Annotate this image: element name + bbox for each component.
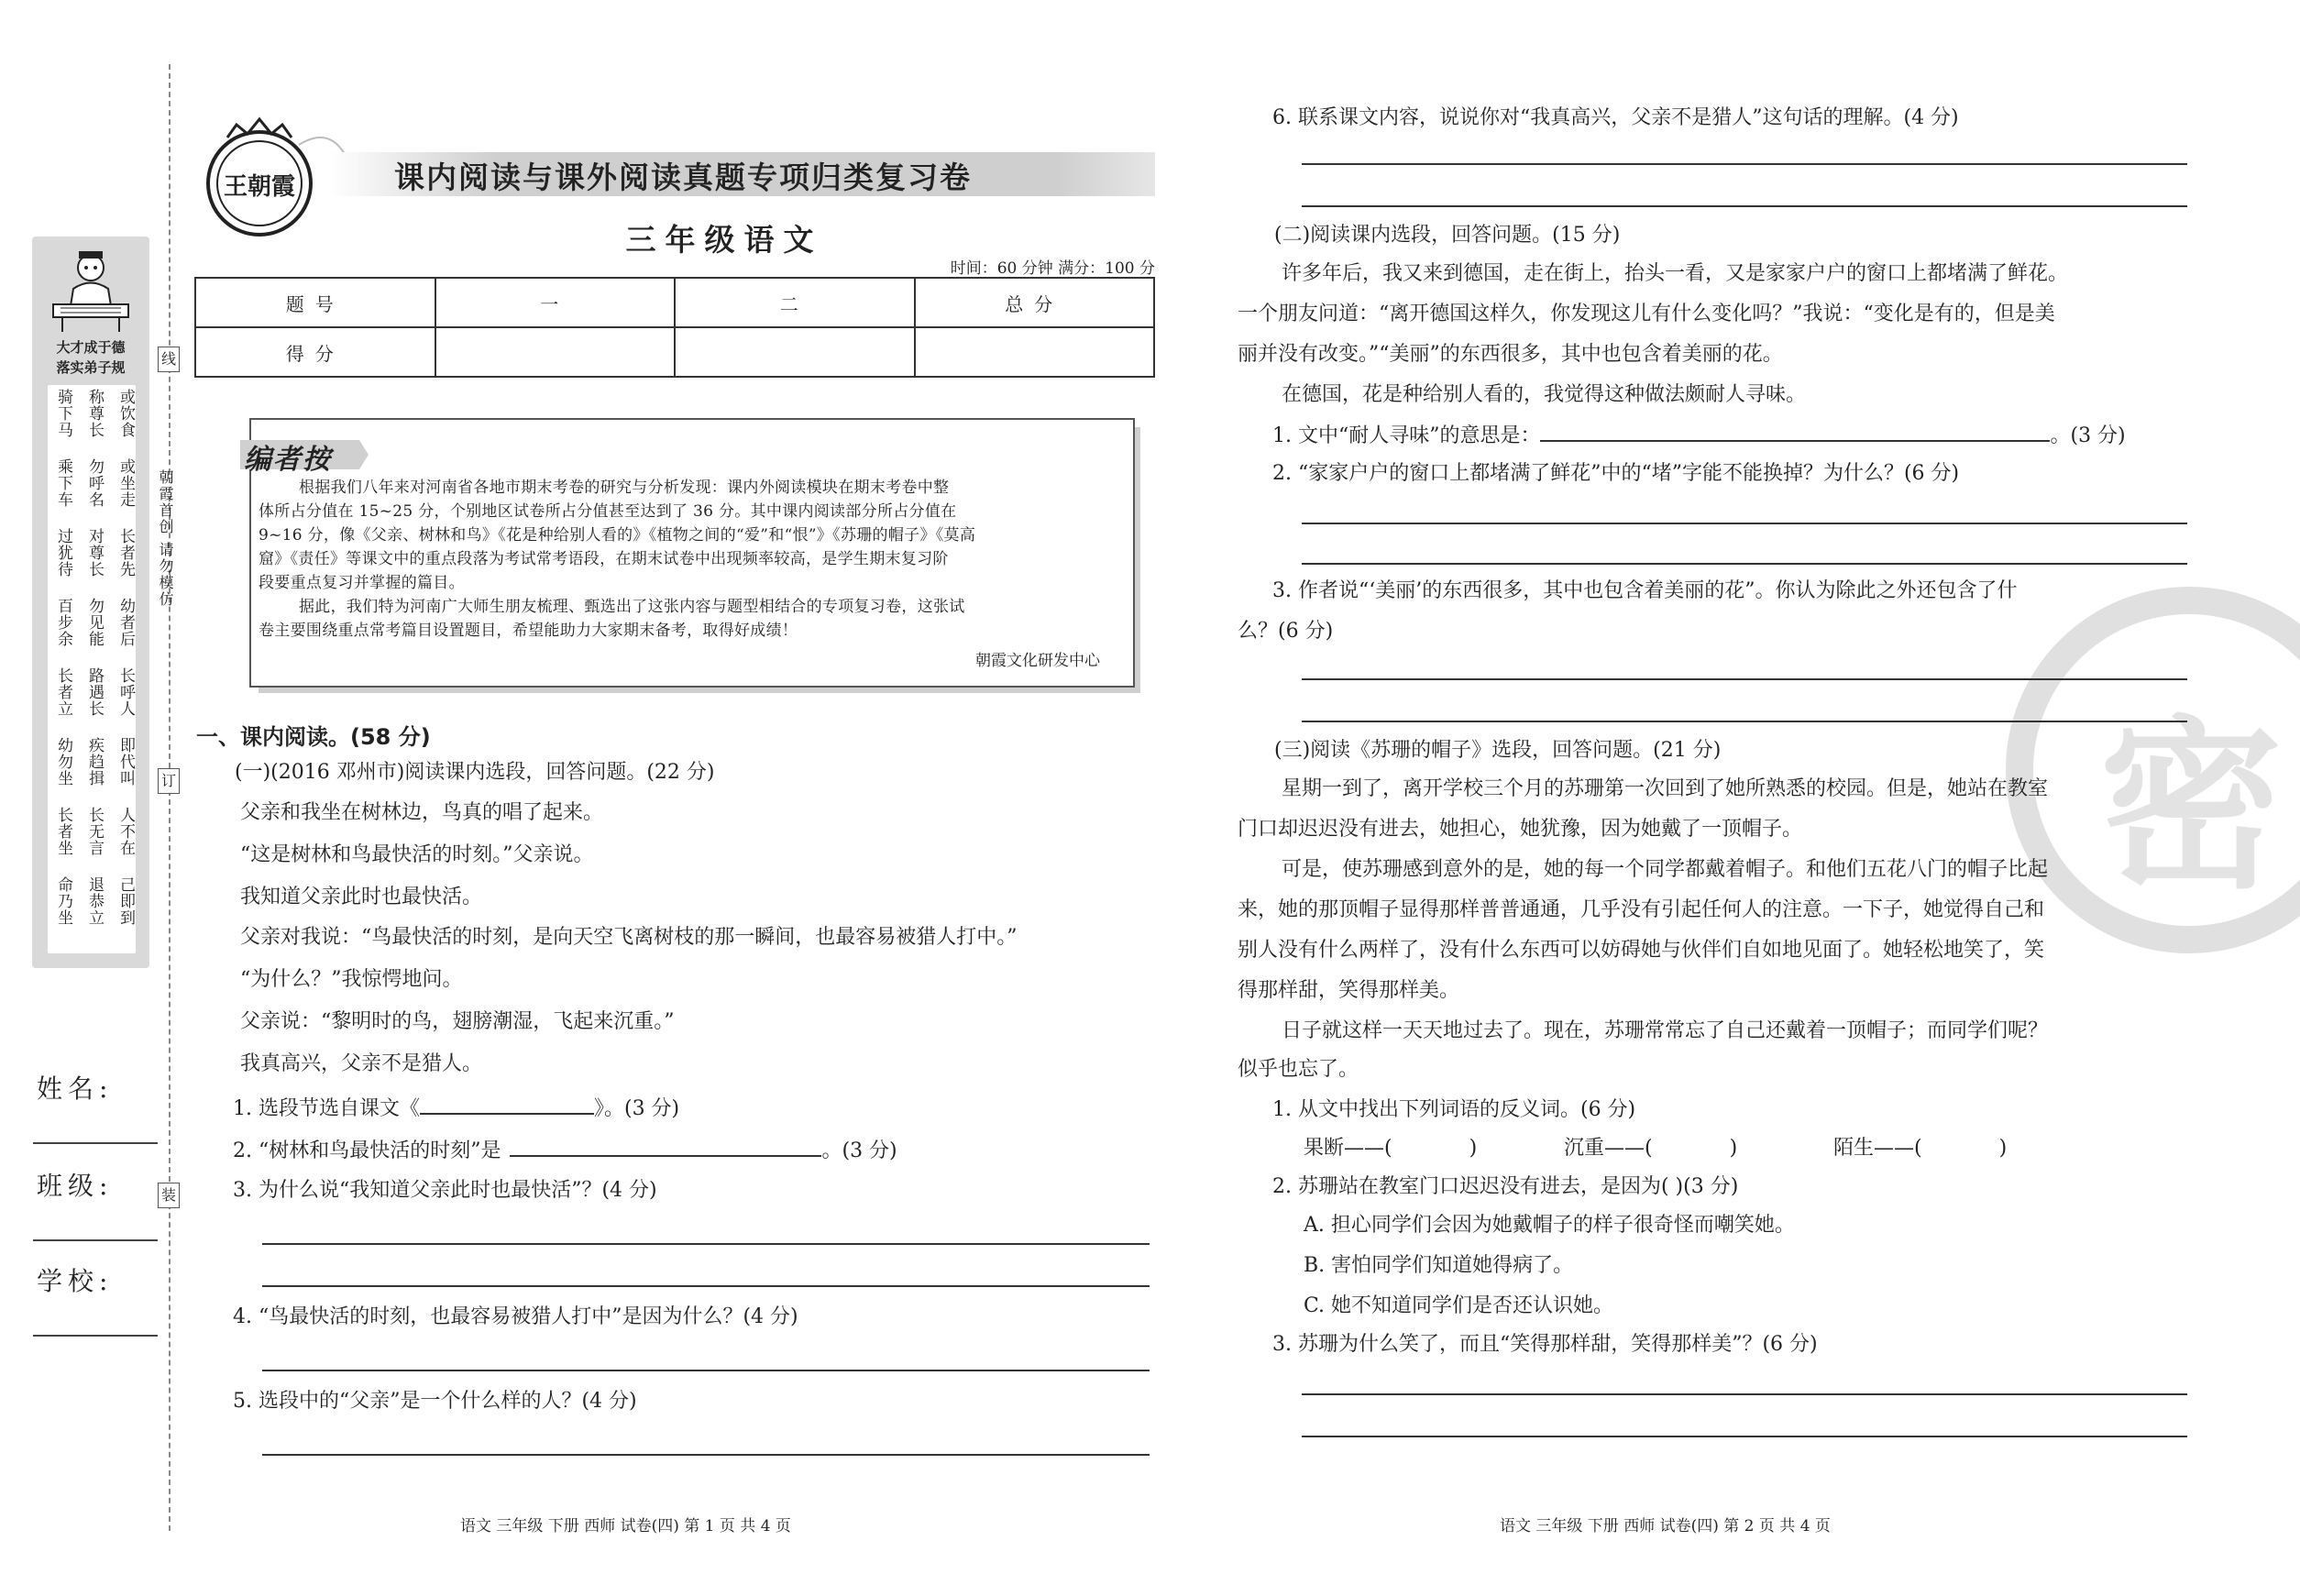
passage-line: 别人没有什么两样了，没有什么东西可以妨碍她与伙伴们自如地见面了。她轻松地笑了，笑	[1238, 939, 2045, 962]
score-header-cell: 二	[675, 278, 915, 327]
motto	[32, 337, 149, 378]
part2-question-3-line1: 3. 作者说“‘美丽’的东西很多，其中也包含着美丽的花”。你认为除此之外还包含了什	[1272, 579, 2018, 602]
q3-answer-line[interactable]	[262, 1285, 1150, 1287]
option-b[interactable]: B. 害怕同学们知道她得病了。	[1304, 1254, 1574, 1277]
score-table	[194, 277, 1155, 378]
score-table-score-row	[195, 327, 1154, 377]
footer-left: 语文 三年级 下册 西师 试卷(四) 第 1 页 共 4 页	[460, 1517, 791, 1535]
proverb-row: 命乃坐 退恭立 己即到	[54, 876, 135, 926]
class-field[interactable]	[33, 1239, 158, 1241]
part2-q3-answer-line[interactable]	[1302, 721, 2187, 722]
question-1	[233, 1093, 679, 1123]
passage-line: “为什么？”我惊愕地问。	[240, 968, 463, 991]
proverb-list	[48, 385, 136, 953]
passage-line: 来，她的那顶帽子显得那样普普通通，几乎没有引起任何人的注意。一下子，她觉得自己和	[1238, 898, 2045, 921]
part2-q2-answer-line[interactable]	[1302, 523, 2187, 524]
cut-line	[169, 64, 171, 1531]
proverb-row: 百步余 勿见能 幼者后	[54, 598, 135, 647]
q2-suffix: 。(3 分)	[821, 1139, 897, 1162]
q4-answer-line[interactable]	[262, 1370, 1150, 1371]
question-5: 5. 选段中的“父亲”是一个什么样的人？(4 分)	[233, 1390, 637, 1413]
part2-q1-prefix: 1. 文中“耐人寻味”的意思是：	[1272, 424, 1541, 447]
q1-prefix: 1. 选段节选自课文《	[233, 1097, 420, 1120]
passage-line: 我知道父亲此时也最快活。	[240, 886, 483, 908]
part2-question-3-line2: 么？(6 分)	[1238, 620, 1334, 643]
score-header-cell: 总分	[915, 278, 1155, 327]
antonym-item: 沉重——( )	[1564, 1137, 1738, 1160]
motto-line-1: 大才成于德	[56, 339, 126, 356]
motto-line-2: 落实弟子规	[56, 359, 126, 376]
watermark-char: 密	[2099, 699, 2283, 914]
time-info: 时间：60 分钟 满分：100 分	[950, 259, 1155, 278]
passage-line: 我真高兴，父亲不是猎人。	[240, 1052, 483, 1075]
main-title: 课内阅读与课外阅读真题专项归类复习卷	[394, 160, 972, 195]
name-field[interactable]	[33, 1142, 158, 1144]
proverb-row: 乘下车 勿呼名 或坐走	[54, 458, 135, 508]
part2-q3-answer-line[interactable]	[1302, 678, 2187, 680]
score-table-header-row	[195, 278, 1154, 327]
passage-line: 可是，使苏珊感到意外的是，她的每一个同学都戴着帽子。和他们五花八门的帽子比起	[1282, 858, 2049, 881]
q2-answer-blank[interactable]	[510, 1135, 821, 1157]
part2-q1-suffix: 。(3 分)	[2050, 424, 2126, 447]
editor-tag-label: 编者按	[244, 444, 332, 476]
question-4: 4. “鸟最快活的时刻，也最容易被猎人打中”是因为什么？(4 分)	[233, 1305, 798, 1328]
seal-char-3: 装	[158, 1183, 180, 1208]
class-label: 班级:	[37, 1171, 114, 1201]
editor-note-line: 卷主要围绕重点常考篇目设置题目，希望能助力大家期末备考，取得好成绩！	[259, 622, 798, 640]
scholar-illustration-icon	[46, 248, 136, 335]
score-cell[interactable]	[675, 327, 915, 377]
part2-title: (二)阅读课内选段，回答问题。(15 分)	[1274, 224, 1621, 247]
school-field[interactable]	[33, 1335, 158, 1337]
passage-line: 在德国，花是种给别人看的，我觉得这种做法颇耐人寻味。	[1282, 383, 1807, 406]
part3-question-1: 1. 从文中找出下列词语的反义词。(6 分)	[1272, 1098, 1636, 1121]
q5-answer-line[interactable]	[262, 1454, 1150, 1456]
proverb-row: 幼勿坐 疾趋揖 即代叫	[54, 737, 135, 787]
name-label: 姓名:	[37, 1073, 114, 1104]
score-header-cell: 题号	[195, 278, 435, 327]
part2-question-1	[1272, 420, 2126, 450]
seal-char-1: 线	[158, 347, 180, 372]
passage-line: 许多年后，我又来到德国，走在街上，抬头一看，又是家家户户的窗口上都堵满了鲜花。	[1282, 262, 2069, 285]
school-label: 学校:	[37, 1266, 114, 1296]
editor-note-line: 根据我们八年来对河南省各地市期末考卷的研究与分析发现：课内外阅读模块在期末考卷中整	[299, 479, 950, 497]
proverb-row: 骑下马 称尊长 或饮食	[54, 389, 135, 438]
vertical-note: 朝霞首创 请勿模仿	[157, 469, 174, 609]
passage-line: 父亲说：“黎明时的鸟，翅膀潮湿，飞起来沉重。”	[240, 1010, 675, 1033]
proverb-row: 过犹待 对尊长 长者先	[54, 528, 135, 578]
part3-q3-answer-line[interactable]	[1302, 1436, 2187, 1437]
part2-q1-answer-blank[interactable]	[1540, 420, 2050, 442]
antonym-item: 陌生——( )	[1833, 1137, 2008, 1160]
footer-right: 语文 三年级 下册 西师 试卷(四) 第 2 页 共 4 页	[1500, 1517, 1831, 1535]
score-cell[interactable]	[435, 327, 676, 377]
score-header-cell: 一	[435, 278, 676, 327]
antonym-item: 果断——( )	[1304, 1137, 1478, 1160]
editor-signature: 朝霞文化研发中心	[975, 652, 1100, 670]
q6-answer-line[interactable]	[1302, 205, 2187, 207]
question-2	[233, 1135, 897, 1165]
passage-line: 一个朋友问道：“离开德国这样久，你发现这儿有什么变化吗？”我说：“变化是有的，但是美	[1238, 303, 2055, 325]
proverb-row: 长者立 路遇长 长呼人	[54, 667, 135, 717]
question-6: 6. 联系课文内容，说说你对“我真高兴，父亲不是猎人”这句话的理解。(4 分)	[1272, 106, 1959, 129]
editor-note-line: 窟》《责任》等课文中的重点段落为考试常考语段，在期末试卷中出现频率较高，是学生期末复习阶	[259, 550, 949, 568]
passage-line: “这是树林和鸟最快活的时刻。”父亲说。	[240, 843, 594, 866]
score-cell[interactable]	[915, 327, 1155, 377]
part1-heading: 一、课内阅读。(58 分)	[196, 724, 431, 750]
score-row-label: 得分	[195, 327, 435, 377]
passage-line: 似乎也忘了。	[1238, 1058, 1359, 1081]
q6-answer-line[interactable]	[1302, 163, 2187, 165]
passage-line: 父亲对我说：“鸟最快活的时刻，是向天空飞离树枝的那一瞬间，也最容易被猎人打中。”	[240, 926, 1018, 949]
passage-line: 父亲和我坐在树林边，鸟真的唱了起来。	[240, 801, 604, 824]
part3-question-2: 2. 苏珊站在教室门口迟迟没有进去，是因为( )(3 分)	[1272, 1175, 1739, 1198]
passage-line: 丽并没有改变。”“美丽”的东西很多，其中也包含着美丽的花。	[1238, 343, 1783, 366]
proverb-row: 长者坐 长无言 人不在	[54, 807, 135, 856]
part1-sub1-title: (一)(2016 邓州市)阅读课内选段，回答问题。(22 分)	[235, 761, 715, 784]
part3-title: (三)阅读《苏珊的帽子》选段，回答问题。(21 分)	[1274, 739, 1722, 762]
part3-q3-answer-line[interactable]	[1302, 1393, 2187, 1395]
logo-emblem-icon	[191, 108, 347, 246]
option-a[interactable]: A. 担心同学们会因为她戴帽子的样子很奇怪而嘲笑她。	[1304, 1214, 1795, 1237]
passage-line: 得那样甜，笑得那样美。	[1238, 979, 1460, 1002]
editor-note-line: 9~16 分，像《父亲、树林和鸟》《花是种给别人看的》《植物之间的“爱”和“恨”》《苏珊的帽子》《莫高	[259, 526, 976, 545]
editor-note-line: 体所占分值在 15~25 分，个别地区试卷所占分值甚至达到了 36 分。其中课内阅读部分所占分值在	[259, 502, 957, 521]
seal-char-2: 订	[158, 768, 180, 794]
part2-q2-answer-line[interactable]	[1302, 563, 2187, 565]
subject-title: 三年级语文	[625, 222, 823, 258]
passage-line: 门口却迟迟没有进去，她担心，她犹豫，因为她戴了一顶帽子。	[1238, 818, 1803, 841]
passage-line: 日子就这样一天天地过去了。现在，苏珊常常忘了自己还戴着一顶帽子；而同学们呢？	[1282, 1019, 2049, 1042]
logo-text: 王朝霞	[223, 173, 296, 201]
q3-answer-line[interactable]	[262, 1243, 1150, 1245]
editor-note-line: 据此，我们特为河南广大师生朋友梳理、甄选出了这张内容与题型相结合的专项复习卷，这张试	[299, 598, 965, 616]
q1-suffix: 》。(3 分)	[593, 1097, 680, 1120]
q2-prefix: 2. “树林和鸟最快活的时刻”是	[233, 1139, 501, 1162]
question-3: 3. 为什么说“我知道父亲此时也最快活”？(4 分)	[233, 1179, 657, 1202]
passage-line: 星期一到了，离开学校三个月的苏珊第一次回到了她所熟悉的校园。但是，她站在教室	[1282, 777, 2049, 800]
editor-note-line: 段要重点复习并掌握的篇目。	[259, 574, 465, 592]
part3-question-3: 3. 苏珊为什么笑了，而且“笑得那样甜，笑得那样美”？(6 分)	[1272, 1333, 1818, 1356]
part2-question-2: 2. “家家户户的窗口上都堵满了鲜花”中的“堵”字能不能换掉？为什么？(6 分)	[1272, 462, 1960, 485]
q1-answer-blank[interactable]	[420, 1093, 594, 1115]
option-c[interactable]: C. 她不知道同学们是否还认识她。	[1304, 1294, 1614, 1317]
